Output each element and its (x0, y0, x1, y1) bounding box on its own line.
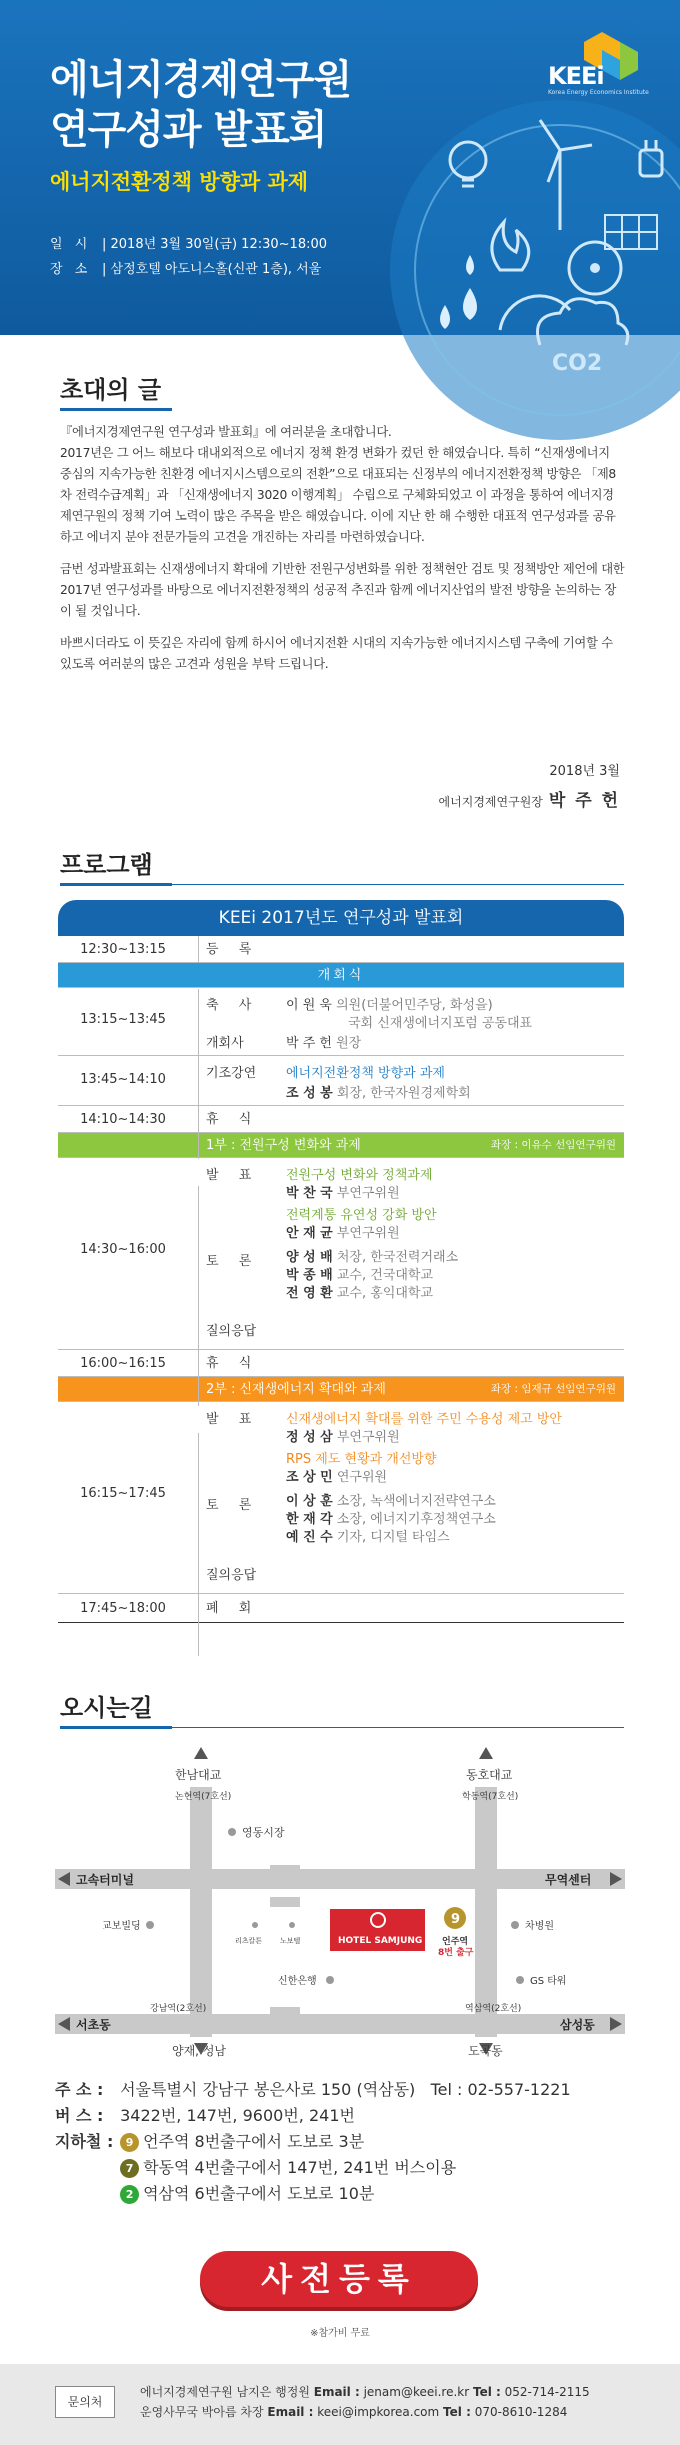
contact-info: 에너지경제연구원 남지은 행정원 Email : jenam@keei.re.kr Tel : 052-714-2115 운영사무국 박아름 차장 Email : keei@impkorea.com Tel : 070-8610-1284 (140, 2385, 590, 2419)
pre-register-button[interactable]: 사전등록 (200, 2251, 478, 2307)
program-table-title: KEEi 2017년도 연구성과 발표회 (58, 900, 624, 936)
contact-label: 문의처 (55, 2386, 115, 2418)
hero-banner (0, 0, 680, 376)
date-label: 일 시 (50, 237, 92, 252)
opening-bar: 개회식 (58, 963, 624, 988)
line2-icon: 2 (120, 2185, 139, 2204)
map-label: 학동역(7호선) (462, 1792, 519, 1802)
invitation-title: 초대의 글 (60, 376, 162, 404)
location-map (0, 1737, 680, 2067)
subway-line-3: 2 역삼역 6번출구에서 도보로 10분 (55, 2181, 571, 2207)
map-label: 리츠칼튼 (235, 1937, 263, 1945)
invitation-para-2: 2017년은 그 어느 해보다 대내외적으로 에너지 정책 환경 변화가 컸던 한 해였습니다. 특히 “신재생에너지 중심의 지속가능한 친환경 에너지시스템으로의 전환”으로 대표되는 신정부의 에너지전환정책 방향은 「제8차 전력수급계획」과 「신재생에너지 3020 이행계획」 수립으로 구체화되었고 이 과정을 통하여 에너지경제연구원의 정책 기여 노력이 많은 주목을 받은 해였습니다. 이에 지난 한 해 수행한 대표적 연구성과를 공유하고 에너지 분야 전문가들의 고견을 개진하는 자리를 마련하였습니다. (60, 446, 616, 544)
event-subtitle: 에너지전환정책 방향과 과제 (50, 170, 309, 194)
table-row: 12:30~13:15 등 록 (58, 936, 624, 963)
section-rule (172, 884, 624, 885)
invitation-signature: 에너지경제연구원장 박 주 헌 (438, 791, 620, 811)
map-label: GS 타워 (530, 1976, 567, 1987)
map-label: 동호대교 (466, 1768, 513, 1782)
section-underline (60, 408, 172, 411)
program-title: 프로그램 (60, 851, 153, 879)
map-label: 서초동 (76, 2018, 111, 2032)
table-row: 13:45~14:10 기조강연 에너지전환정책 방향과 과제 조 성 봉 회장, 한국자원경제학회 (58, 1056, 624, 1106)
section-rule (172, 1727, 624, 1728)
invitation-para-4: 바쁘시더라도 이 뜻깊은 자리에 함께 하시어 에너지전환 시대의 지속가능한 에너지시스템 구축에 기여할 수 있도록 여러분의 많은 고견과 성원을 부탁 드립니다. (60, 636, 613, 671)
map-label: 한남대교 (175, 1768, 222, 1782)
invitation-para-3: 금번 성과발표회는 신재생에너지 확대에 기반한 전원구성변화를 위한 정책현안 검토 및 정책방안 제언에 대한 2017년 연구성과를 바탕으로 에너지전환정책의 성공적 추진과 함께 에너지산업의 발전 방향을 논의하는 장이 될 것입니다. (60, 562, 625, 618)
date-value: 2018년 3월 30일(금) 12:30~18:00 (110, 237, 328, 252)
location-title: 오시는길 (60, 1694, 153, 1722)
place-label: 장 소 (50, 262, 92, 277)
map-label: 8번 출구 (438, 1948, 474, 1958)
directions (55, 2077, 571, 2207)
map-label: 노보텔 (280, 1937, 301, 1945)
map-label: 교보빌딩 (102, 1921, 141, 1932)
map-label: 강남역(2호선) (150, 2004, 207, 2014)
email-link[interactable]: jenam@keei.re.kr (363, 2385, 470, 2399)
logo-subtext: Korea Energy Economics Institute (548, 89, 649, 96)
map-label: 9 (451, 1912, 461, 1927)
place-value: 삼정호텔 아도니스홀(신관 1층), 서울 (110, 262, 322, 277)
map-label: HOTEL SAMJUNG (338, 1936, 423, 1946)
logo-text: KEEi (548, 62, 604, 90)
bus-line: 버 스 : 3422번, 147번, 9600번, 241번 (55, 2106, 355, 2125)
subway-line-1: 지하철 : 9 언주역 8번출구에서 도보로 3분 (55, 2132, 365, 2151)
invitation-date: 2018년 3월 (549, 764, 620, 779)
map-label: 신한은행 (278, 1976, 317, 1987)
table-row: 13:15~13:45 축 사 이 원 욱 의원(더불어민주당, 화성을) 국회 신재생에너지포럼 공동대표 개회사 박 주 헌 원장 (58, 988, 624, 1056)
table-row: 14:10~14:30 휴 식 (58, 1106, 624, 1133)
table-row: 16:15~17:45 발 표 신재생에너지 확대를 위한 주민 수용성 제고 방안 정 성 삼 부연구위원 RPS 제도 현황과 개선방향 조 상 민 연구위원 토 론 이 상 훈 소장, 녹색에너지전략연구소 한 재 각 소장, 에너지기후정책연구소 예 진 수 기자, 디지털 타임스 질의응답 (58, 1402, 624, 1594)
invitation-body (60, 422, 625, 686)
section-underline (60, 883, 172, 886)
table-row: 17:45~18:00 폐 회 (58, 1594, 624, 1623)
signer-name: 박 주 헌 (548, 791, 620, 811)
map-label: 무역센터 (545, 1873, 592, 1887)
fee-note: ※참가비 무료 (310, 2328, 370, 2339)
map-label: 고속터미널 (76, 1873, 134, 1887)
program-table (58, 900, 624, 1623)
co2-label: CO2 (552, 351, 603, 376)
line7-icon: 7 (120, 2159, 139, 2178)
session1-bar: 1부 : 전원구성 변화와 과제 좌장 : 이유수 선임연구위원 (58, 1133, 624, 1158)
map-label: 언주역 (442, 1937, 469, 1947)
table-row: 16:00~16:15 휴 식 (58, 1350, 624, 1377)
map-label: 도곡동 (468, 2044, 503, 2058)
event-title: 에너지경제연구원 연구성과 발표회 (50, 57, 352, 153)
map-label: 영동시장 (242, 1826, 285, 1839)
subway-line-2: 7 학동역 4번출구에서 147번, 241번 버스이용 (55, 2155, 571, 2181)
map-label: 차병원 (525, 1921, 554, 1932)
event-info: 일 시 | 2018년 3월 30일(금) 12:30~18:00 장 소 | 삼정호텔 아도니스홀(신관 1층), 서울 (50, 232, 327, 282)
table-row: 14:30~16:00 발 표 전원구성 변화와 정책과제 박 찬 국 부연구위원 전력계통 유연성 강화 방안 안 재 균 부연구위원 토 론 양 성 배 처장, 한국전력거래소 박 종 배 교수, 건국대학교 전 영 환 교수, 홍익대학교 질의응답 (58, 1158, 624, 1350)
footer (0, 2364, 680, 2445)
section-underline (60, 1726, 172, 1729)
map-label: 양재, 성남 (172, 2044, 226, 2058)
map-label: 논현역(7호선) (175, 1792, 232, 1802)
email-link[interactable]: keei@impkorea.com (317, 2405, 440, 2419)
session2-bar: 2부 : 신재생에너지 확대와 과제 좌장 : 임재규 선임연구위원 (58, 1377, 624, 1402)
map-label: 삼성동 (560, 2018, 595, 2032)
map-label: 역삼역(2호선) (465, 2004, 522, 2014)
address-line: 주 소 : 서울특별시 강남구 봉은사로 150 (역삼동) Tel : 02-557-1221 (55, 2080, 571, 2099)
invitation-para-1: 『에너지경제연구원 연구성과 발표회』에 여러분을 초대합니다. (60, 425, 392, 439)
line9-icon: 9 (120, 2133, 139, 2152)
